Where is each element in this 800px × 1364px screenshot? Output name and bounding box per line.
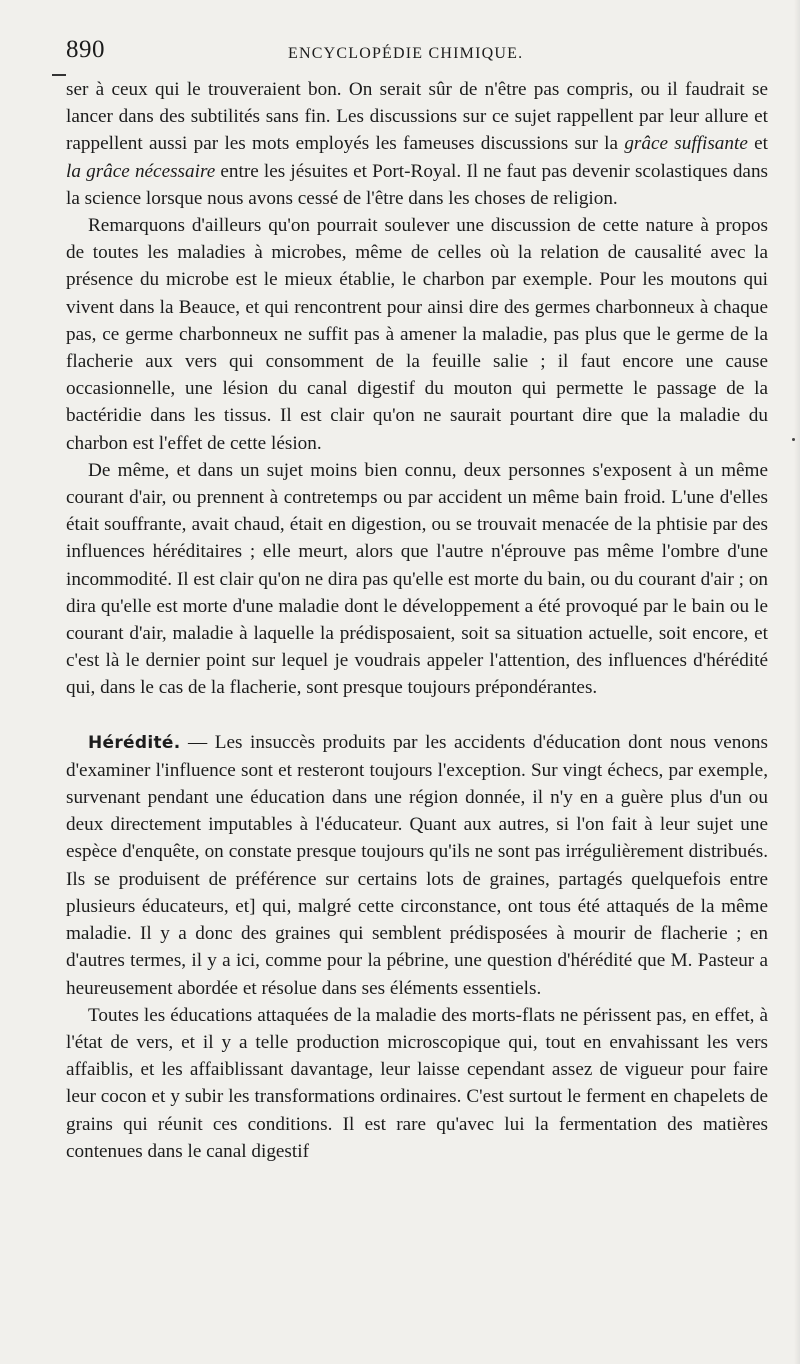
paragraph-1-emphasis-1: grâce suffisante (624, 133, 748, 155)
paragraph-1-end: entre les jésuites et Port-Royal. Il ne faut pas devenir scolastiques dans la science lorsque nous avons cessé de l'être dans les choses de religion. (66, 160, 769, 209)
paragraph-4-text: — Les insuccès produits par les accidents d'éducation dont nous venons d'examiner l'influence sont et resteront toujours l'exception. Sur vingt échecs, par exemple, survenant pendant une éducation dans une région donnée, il n'y en a guère plus d'un ou deux directement imputables à l'éducateur. Quant aux autres, si l'on fait à leur sujet une espèce d'enquête, on constate presque toujours qu'ils ne sont pas irrégulièrement distribués. Ils se produisent de préférence sur certains lots de graines, partagés quelquefois entre plusieurs éducateurs, et] qui, malgré cette circonstance, ont tous été attaqués de la même maladie. Il y a donc des graines qui semblent prédisposées à mourir de flacherie ; en d'autres termes, il y a ici, comme pour la pébrine, une question d'hérédité que M. Pasteur a heureusement abordée et résolue dans ses éléments essentiels. (66, 731, 768, 999)
paragraph-2: Remarquons d'ailleurs qu'on pourrait soulever une discussion de cette nature à propos de toutes les maladies à microbes, même de celles où la relation de causalité avec la présence du microbe est le mieux établie, le charbon par exemple. Pour les moutons qui vivent dans la Beauce, et qui rencontrent pour ainsi dire des germes charbonneux à chaque pas, ce germe charbonneux ne suffit pas à amener la maladie, pas plus que le germe de la flacherie aux vers qui consomment de la feuille salie ; il faut encore une cause occasionnelle, une lésion du canal digestif du mouton qui permette le passage de la bactéridie dans les tissus. Il est clair qu'on ne saurait pourtant dire que la maladie du charbon est l'effet de cette lésion. (66, 215, 768, 454)
paragraph-3: De même, et dans un sujet moins bien connu, deux personnes s'exposent à un même courant d'air, ou prennent à contretemps ou par accident un même bain froid. L'une d'elles était souffrante, avait chaud, était en digestion, ou se trouvait menacée de la phtisie par des influences héréditaires ; elle meurt, alors que l'autre n'éprouve pas même l'ombre d'une incommodité. Il est clair qu'on ne dira pas qu'elle est morte du bain, ou du courant d'air ; on dira qu'elle est morte d'une maladie dont le développement a été provoqué par le bain ou le courant d'air, maladie à laquelle la prédisposaient, soit sa situation actuelle, soit encore, et c'est là le dernier point sur lequel je voudrais appeler l'attention, des influences d'hérédité qui, dans le cas de la flacherie, sont presque toujours prépondérantes. (66, 459, 769, 699)
paragraph-1-connector: et (747, 133, 768, 155)
running-head: ENCYCLOPÉDIE CHIMIQUE. (288, 45, 524, 62)
page-number: 890 (66, 36, 105, 63)
header-mark (52, 74, 66, 76)
body-text (66, 76, 768, 1165)
paragraph-heredite (66, 729, 768, 1002)
paragraph-1-text: ser à ceux qui le trouveraient bon. On serait sûr de n'être pas compris, ou il faudrait se lancer dans des subtilités sans fin. Les discussions sur ce sujet rappellent par leur allure et rappellent aussi par les mots employés les fameuses discussions sur la (66, 79, 768, 155)
page-header (66, 36, 780, 70)
paragraph-5: Toutes les éducations attaquées de la maladie des morts-flats ne périssent pas, en effet, à l'état de vers, et il y a telle production microscopique qui, tout en envahissant les vers affaiblis, et les affaiblissant davantage, leur laisse cependant assez de vigueur pour faire leur cocon et y subir les transformations ordinaires. C'est surtout le ferment en chapelets de grains qui réunit ces conditions. Il est rare qu'avec lui la fermentation des matières contenues dans le canal digestif (66, 1004, 768, 1162)
page-edge-shadow (794, 0, 800, 1364)
section-title: Hérédité. (88, 732, 181, 753)
paragraph-1 (66, 76, 768, 212)
paragraph-1-emphasis-2: la grâce nécessaire (66, 160, 216, 182)
